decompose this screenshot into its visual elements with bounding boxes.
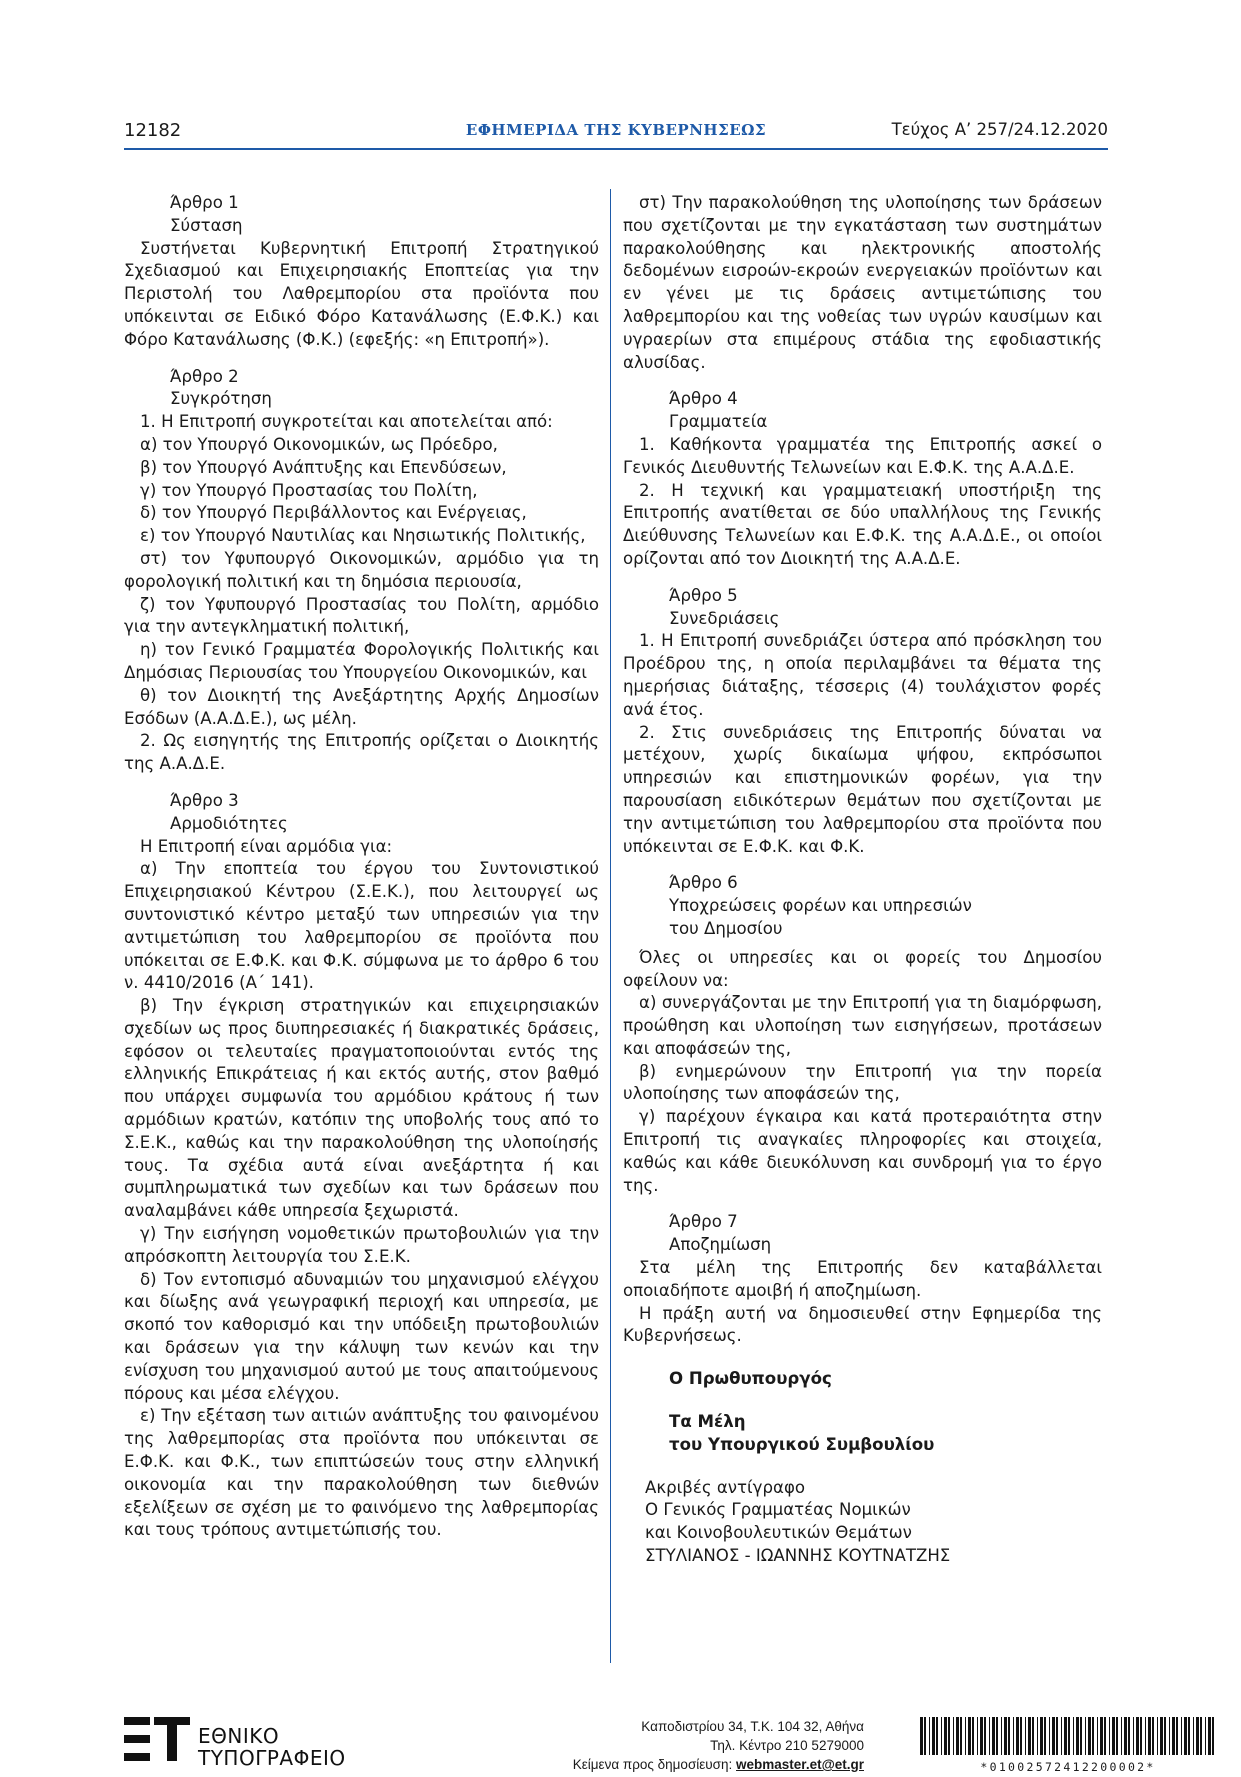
logo-line: ΕΘΝΙΚΟ <box>198 1724 280 1748</box>
paragraph: α) τον Υπουργό Οικονομικών, ως Πρόεδρο, <box>140 434 498 454</box>
page-footer <box>124 1717 1156 1777</box>
signatory-title: Τα Μέλη <box>669 1412 746 1432</box>
article-title: Συγκρότηση <box>170 389 272 409</box>
article-title: Σύσταση <box>170 215 243 235</box>
column-divider <box>610 189 611 1663</box>
address: Καποδιστρίου 34, Τ.Κ. 104 32, Αθήνα <box>641 1719 864 1734</box>
paragraph: 1. Η Επιτροπή συνεδριάζει ύστερα από πρόσκληση του Προέδρου της, η οποία περιλαμβάνει τα θέματα της ημερήσιας διάταξης, τέσσερις (4) τουλάχιστον φορές ανά έτος. <box>623 631 1102 719</box>
paragraph: ζ) τον Υφυπουργό Προστασίας του Πολίτη, αρμόδιο για την αντεγκληματική πολιτική, <box>124 594 599 637</box>
article-heading: Άρθρο 3 <box>170 790 239 810</box>
barcode <box>918 1717 1218 1774</box>
paragraph: δ) Τον εντοπισμό αδυναμιών του μηχανισμού ελέγχου και δίωξης ανά γεωγραφική περιοχή και υπηρεσία, με σκοπό τον καθορισμό και την υπόδειξη πρωτοβουλιών και δράσεων για την κάλυψη των κενών και την ενίσχυση του μηχανισμού αυτού με τους απαιτούμενους πόρους και μέσα ελέγχου. <box>124 1269 599 1403</box>
article-title: του Δημοσίου <box>669 918 783 938</box>
left-column <box>124 192 599 1542</box>
article-heading: Άρθρο 1 <box>170 193 239 212</box>
paragraph: ε) τον Υπουργό Ναυτιλίας και Νησιωτικής Πολιτικής, <box>140 526 586 546</box>
paragraph: γ) τον Υπουργό Προστασίας του Πολίτη, <box>140 480 478 500</box>
email-link[interactable]: webmaster.et@et.gr <box>736 1757 864 1772</box>
page-header <box>124 120 1108 150</box>
article-title: Αποζημίωση <box>669 1235 772 1255</box>
paragraph: 1. Καθήκοντα γραμματέα της Επιτροπής ασκεί ο Γενικός Διευθυντής Τελωνείων και Ε.Φ.Κ. της Α.Α.Δ.Ε. <box>623 434 1102 477</box>
paragraph: Η Επιτροπή είναι αρμόδια για: <box>140 836 393 856</box>
copy-line: Ακριβές αντίγραφο <box>645 1477 806 1497</box>
paragraph: Όλες οι υπηρεσίες και οι φορείς του Δημοσίου οφείλουν να: <box>623 947 1102 990</box>
copy-line: Ο Γενικός Γραμματέας Νομικών <box>645 1500 911 1520</box>
paragraph: 2. Ως εισηγητής της Επιτροπής ορίζεται ο Διοικητής της Α.Α.Δ.Ε. <box>124 731 599 774</box>
article-title: Υποχρεώσεις φορέων και υπηρεσιών <box>669 896 972 916</box>
issue-label: Τεύχος A’ 257/24.12.2020 <box>891 120 1108 139</box>
article-title: Αρμοδιότητες <box>170 813 288 833</box>
article-title: Συνεδριάσεις <box>669 608 780 628</box>
paragraph: θ) τον Διοικητή της Ανεξάρτητης Αρχής Δημοσίων Εσόδων (Α.Α.Δ.Ε.), ως μέλη. <box>124 685 599 728</box>
paragraph: α) συνεργάζονται με την Επιτροπή για τη διαμόρφωση, προώθηση και υλοποίηση των εισηγήσεων, προτάσεων και αποφάσεών της, <box>623 993 1102 1058</box>
paragraph: η) τον Γενικό Γραμματέα Φορολογικής Πολιτικής και Δημόσιας Περιουσίας του Υπουργείου Οικονομικών, και <box>124 640 599 682</box>
signatory-title: Ο Πρωθυπουργός <box>669 1369 832 1389</box>
header-rule <box>124 148 1108 150</box>
et-logo-icon <box>124 1717 190 1761</box>
paragraph: Συστήνεται Κυβερνητική Επιτροπή Στρατηγικού Σχεδιασμού και Επιχειρησιακής Εποπτείας για την Περιστολή του Λαθρεμπορίου στα προϊόντα που υπόκεινται σε Ειδικό Φόρο Κατανάλωσης (Ε.Φ.Κ.) και Φόρο Κατανάλωσης (Φ.Κ.) (εφεξής: «η Επιτροπή»). <box>124 238 599 349</box>
right-column <box>623 192 1102 1568</box>
paragraph: β) ενημερώνουν την Επιτροπή για την πορεία υλοποίησης των αποφάσεών της, <box>623 1061 1102 1104</box>
paragraph: στ) Την παρακολούθηση της υλοποίησης των δράσεων που σχετίζονται με την εγκατάσταση των συστημάτων παρακολούθησης και ηλεκτρονικής αποστολής δεδομένων εισροών-εκροών ενεργειακών προϊόντων και εν γένει με τις δράσεις αντιμετώπισης του λαθρεμπορίου και της νοθείας των υγρών καυσίμων και υγραερίων στα επιμέρους στάδια της εφοδιαστικής αλυσίδας. <box>623 193 1102 372</box>
paragraph: γ) παρέχουν έγκαιρα και κατά προτεραιότητα στην Επιτροπή τις αναγκαίες πληροφορίες και στοιχεία, καθώς και κάθε διευκόλυνση και συνδρομή για το έργο της. <box>623 1107 1102 1195</box>
signatory-title: του Υπουργικού Συμβουλίου <box>669 1434 935 1454</box>
paragraph: γ) Την εισήγηση νομοθετικών πρωτοβουλιών για την απρόσκοπτη λειτουργία του Σ.Ε.Κ. <box>124 1224 599 1266</box>
paragraph: 1. Η Επιτροπή συγκροτείται και αποτελείται από: <box>140 412 553 432</box>
barcode-icon <box>918 1717 1218 1755</box>
logo-text <box>198 1725 346 1769</box>
paragraph: 2. Στις συνεδριάσεις της Επιτροπής δύναται να μετέχουν, χωρίς δικαίωμα ψήφου, εκπρόσωποι υπηρεσιών και επιστημονικών φορέων, για την παρουσίαση ειδικότερων θεμάτων που σχετίζονται με την αντιμετώπιση του λαθρεμπορίου στα προϊόντα που υπόκεινται σε Ε.Φ.Κ. και Φ.Κ. <box>623 722 1102 856</box>
email-line <box>424 1755 864 1774</box>
copy-line: και Κοινοβουλευτικών Θεμάτων <box>645 1523 912 1543</box>
paragraph: β) τον Υπουργό Ανάπτυξης και Επενδύσεων, <box>140 457 507 477</box>
address-block <box>424 1717 864 1774</box>
gazette-title: ΕΦΗΜΕΡΙΔΑ ΤΗΣ ΚΥΒΕΡΝΗΣΕΩΣ <box>465 121 767 139</box>
paragraph: α) Την εποπτεία του έργου του Συντονιστικού Επιχειρησιακού Κέντρου (Σ.Ε.Κ.), που λειτουργεί ως συντονιστικό κέντρο μεταξύ των υπηρεσιών για την αντιμετώπιση του λαθρεμπορίου σε προϊόντα που υπόκειται σε Ε.Φ.Κ. και Φ.Κ. σύμφωνα με το άρθρο 6 του ν. 4410/2016 (Α΄ 141). <box>124 859 599 993</box>
email-label: Κείμενα προς δημοσίευση: <box>572 1757 733 1772</box>
logo-line: ΤΥΠΟΓΡΑΦΕΙΟ <box>198 1746 346 1770</box>
article-heading: Άρθρο 2 <box>170 366 239 386</box>
phone: Τηλ. Κέντρο 210 5279000 <box>710 1738 864 1753</box>
paragraph: Στα μέλη της Επιτροπής δεν καταβάλλεται οποιαδήποτε αμοιβή ή αποζημίωση. <box>623 1258 1102 1300</box>
paragraph: ε) Την εξέταση των αιτιών ανάπτυξης του φαινομένου της λαθρεμπορίας στα προϊόντα που υπόκεινται σε Ε.Φ.Κ. και Φ.Κ., των επιπτώσεών τους στην ελληνική οικονομία και την παρακολούθηση των διεθνών εξελίξεων σε σχέση με το φαινόμενο της λαθρεμπορίας και τους τρόπους αντιμετώπισής του. <box>124 1406 599 1540</box>
paragraph: στ) τον Υφυπουργό Οικονομικών, αρμόδιο για τη φορολογική πολιτική και τη δημόσια περιουσία, <box>124 548 599 591</box>
paragraph: 2. Η τεχνική και γραμματειακή υποστήριξη της Επιτροπής ανατίθεται σε δύο υπαλλήλους της Γενικής Διεύθυνσης Τελωνείων και Ε.Φ.Κ. της Α.Α.Δ.Ε., οι οποίοι ορίζονται από τον Διοικητή της Α.Α.Δ.Ε. <box>623 480 1102 568</box>
article-heading: Άρθρο 7 <box>669 1212 738 1232</box>
article-heading: Άρθρο 4 <box>669 389 738 409</box>
copy-line: ΣΤΥΛΙΑΝΟΣ - ΙΩΑΝΝΗΣ ΚΟΥΤΝΑΤΖΗΣ <box>645 1546 951 1566</box>
paragraph: β) Την έγκριση στρατηγικών και επιχειρησιακών σχεδίων ως προς διυπηρεσιακές ή διακρατικές δράσεις, εφόσον οι τελευταίες πραγματοποιούνται εντός της ελληνικής Επικράτειας ή και εκτός αυτής, στον βαθμό που υπάρχει συμφωνία του αρμόδιου κράτους ή των αρμόδιων κρατών, κατόπιν της υποβολής τους από το Σ.Ε.Κ., καθώς και την παρακολούθηση της υλοποίησής τους. Τα σχέδια αυτά είναι ανεξάρτητα ή και συμπληρωματικά των σχεδίων και των δράσεων που αναλαμβάνει κάθε υπηρεσία ξεχωριστά. <box>124 996 599 1221</box>
page-number: 12182 <box>124 120 182 141</box>
paragraph: Η πράξη αυτή να δημοσιευθεί στην Εφημερίδα της Κυβερνήσεως. <box>623 1303 1102 1346</box>
article-heading: Άρθρο 5 <box>669 585 738 605</box>
barcode-text: *01002572412200002* <box>980 1760 1156 1774</box>
paragraph: δ) τον Υπουργό Περιβάλλοντος και Ενέργειας, <box>140 503 527 523</box>
article-title: Γραμματεία <box>669 412 768 432</box>
article-heading: Άρθρο 6 <box>669 873 738 893</box>
